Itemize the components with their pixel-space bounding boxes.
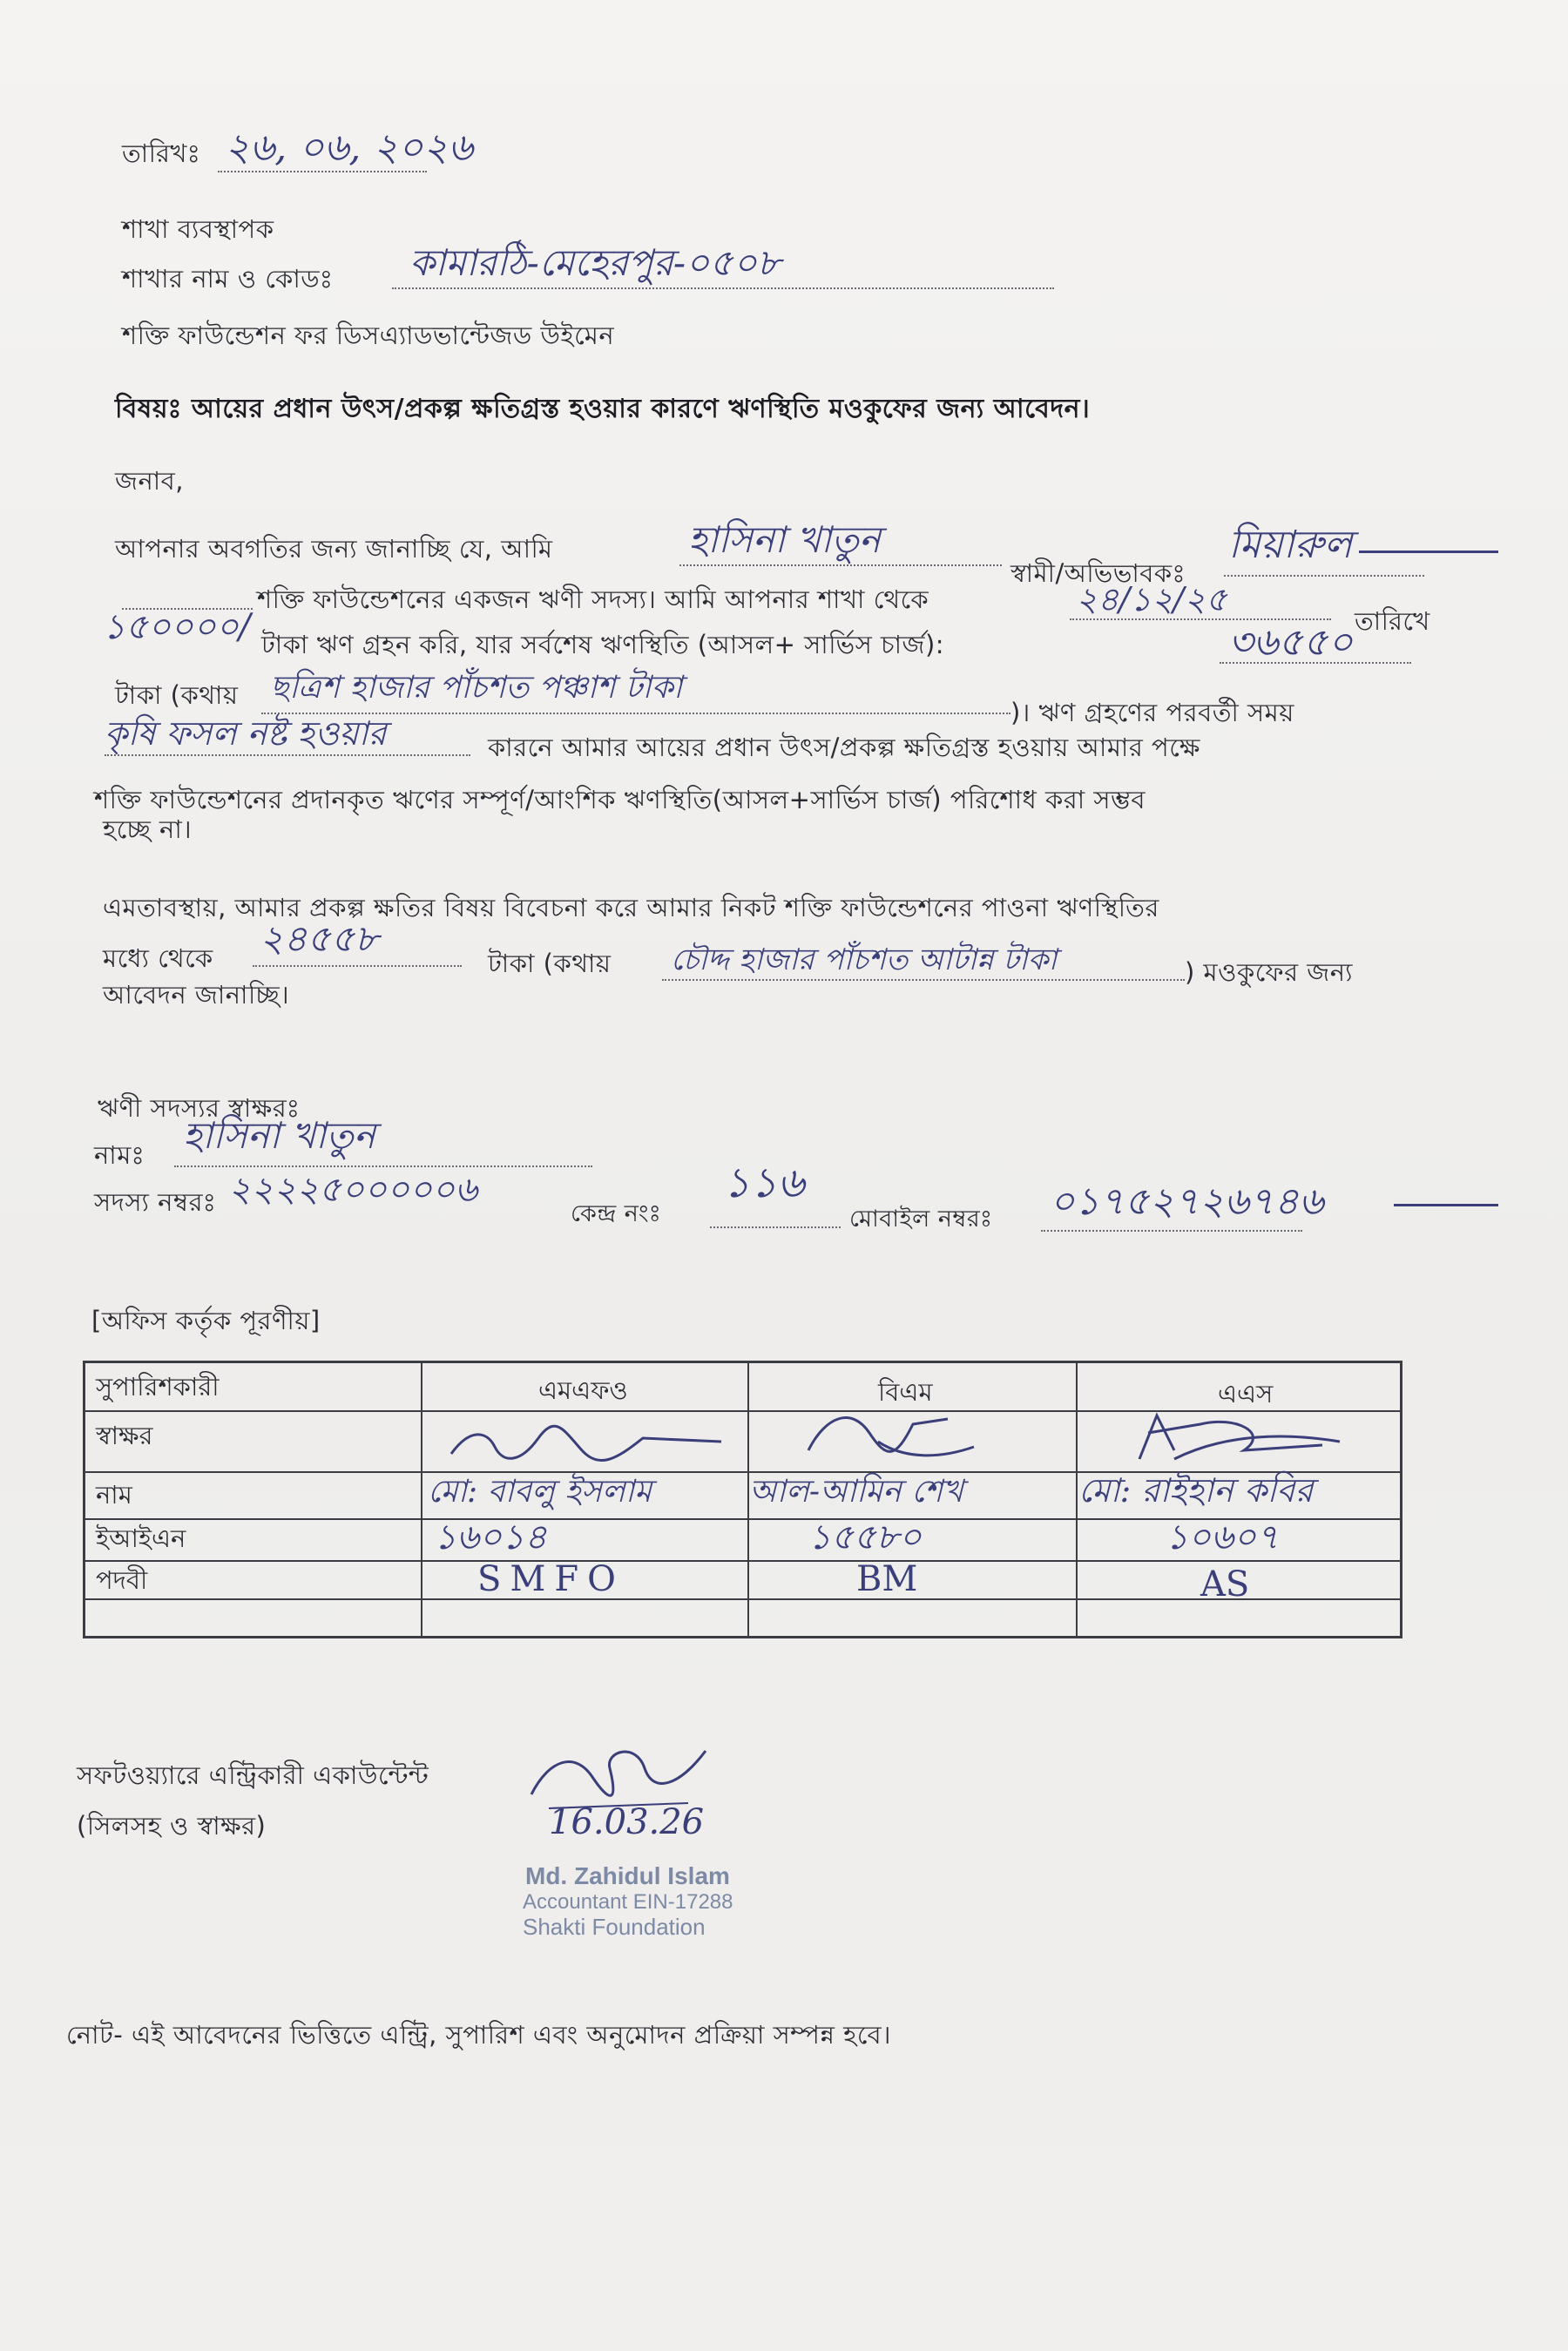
table-row-divider <box>85 1560 1400 1562</box>
subject-line: বিষয়ঃ আয়ের প্রধান উৎস/প্রকল্প ক্ষতিগ্রস্ত হওয়ার কারণে ঋণস্থিতি মওকুফের জন্য আবেদন। <box>115 394 1091 424</box>
member-no-label: সদস্য নম্বরঃ <box>94 1187 217 1217</box>
accountant-seal-label: (সিলসহ ও স্বাক্ষর) <box>77 1811 267 1841</box>
branch-label: শাখার নাম ও কোডঃ <box>122 264 334 294</box>
para1-line5-a: কারনে আমার আয়ের প্রধান উৎস/প্রকল্প ক্ষতিগ্রস্ত হওয়ায় আমার পক্ষে <box>488 733 1200 762</box>
member-sign-label: ঋণী সদস্যর স্বাক্ষরঃ <box>98 1093 301 1123</box>
date-value: ২৬, ০৬, ২০২৬ <box>225 125 473 170</box>
member-no-handwritten: ২২২২৫০০০০০৬ <box>228 1170 478 1210</box>
para2-line2-b: টাকা (কথায় <box>488 949 612 978</box>
as-ein-handwritten: ১০৬০৭ <box>1166 1517 1279 1557</box>
recommendation-table <box>83 1361 1402 1638</box>
as-name-handwritten: মো: রাইহান কবির <box>1078 1471 1314 1510</box>
waive-words-dots <box>662 979 1185 981</box>
para1-line2-b: তারিখে <box>1355 606 1430 636</box>
organization-name: শক্তি ফাউন্ডেশন ফর ডিসএ্যাডভান্টেজড উইমেন <box>122 321 615 350</box>
table-col-divider <box>421 1363 422 1636</box>
date-label: তারিখঃ <box>122 138 201 168</box>
para1-line1-b: স্বামী/অভিভাবকঃ <box>1010 558 1186 588</box>
bm-ein-handwritten: ১৫৫৮০ <box>808 1517 922 1557</box>
table-col-divider <box>1076 1363 1078 1636</box>
mobile-handwritten: ০১৭৫২৭২৬৭৪৬ <box>1050 1179 1324 1224</box>
balance-words-handwritten: ছত্রিশ হাজার পাঁচশত পঞ্চাশ টাকা <box>270 670 683 706</box>
para2-line3: আবেদন জানাচ্ছি। <box>103 980 290 1010</box>
office-use-note: [অফিস কর্তৃক পূরণীয়] <box>91 1306 321 1335</box>
waive-amount-dots <box>253 965 462 967</box>
as-designation: AS <box>1200 1564 1250 1604</box>
row-label-designation: পদবী <box>96 1565 148 1595</box>
member-name-label: নামঃ <box>94 1140 145 1170</box>
para1-line4-a: টাকা (কথায় <box>115 680 239 710</box>
date-dots <box>218 171 427 172</box>
row-label-recommender: সুপারিশকারী <box>96 1372 220 1402</box>
row-label-name: নাম <box>96 1480 132 1510</box>
member-name-signature: হাসিনা খাতুন <box>183 1114 375 1157</box>
loan-date-handwritten: ২৪/১২/২৫ <box>1076 580 1227 618</box>
mfo-ein-handwritten: ১৬০১৪ <box>434 1517 547 1557</box>
mobile-dots <box>1041 1230 1302 1232</box>
member-name-dots <box>679 564 1002 566</box>
center-dots <box>710 1226 841 1228</box>
para2-line1: এমতাবস্থায়, আমার প্রকল্প ক্ষতির বিষয় বিবেচনা করে আমার নিকট শক্তি ফাউন্ডেশনের পাওনা ঋণস্থিতির <box>103 893 1159 922</box>
bm-name-handwritten: আল-আমিন শেখ <box>749 1474 963 1510</box>
loan-amount-handwritten: ১৫০০০০/ <box>103 607 251 647</box>
stamp-org: Shakti Foundation <box>523 1914 706 1940</box>
stamp-title: Accountant EIN-17288 <box>523 1890 733 1914</box>
para2-line2-a: মধ্যে থেকে <box>103 943 213 973</box>
para1-line1-a: আপনার অবগতির জন্য জানাচ্ছি যে, আমি <box>115 534 553 564</box>
mobile-underline <box>1394 1204 1498 1206</box>
para2-line2-c: ) মওকুফের জন্য <box>1185 957 1353 987</box>
branch-dots <box>392 287 1054 289</box>
waive-words-handwritten: চৌদ্দ হাজার পাঁচশত আটান্ন টাকা <box>671 942 1058 977</box>
as-signature-scribble <box>1096 1398 1383 1476</box>
member-name-line-dots <box>174 1165 592 1167</box>
mfo-name-handwritten: মো: বাবলু ইসলাম <box>428 1474 652 1510</box>
footer-note: নোট- এই আবেদনের ভিত্তিতে এন্ট্রি, সুপারিশ এবং অনুমোদন প্রক্রিয়া সম্পন্ন হবে। <box>66 2020 892 2050</box>
accountant-label: সফটওয়্যারে এন্ট্রিকারী একাউন্টেন্ট <box>77 1760 429 1790</box>
accountant-sign-date: 16.03.26 <box>549 1802 705 1842</box>
manager-line: শাখা ব্যবস্থাপক <box>122 214 274 244</box>
salutation: জনাব, <box>115 466 185 496</box>
guardian-dots <box>1224 575 1424 577</box>
balance-handwritten: ৩৬৫৫০ <box>1228 620 1353 665</box>
para1-line7: হচ্ছে না। <box>103 814 193 844</box>
col-header-bm: বিএম <box>878 1377 933 1407</box>
reason-handwritten: কৃষি ফসল নষ্ট হওয়ার <box>105 714 387 753</box>
para1-line2-a: শক্তি ফাউন্ডেশনের একজন ঋণী সদস্য। আমি আপনার শাখা থেকে <box>257 584 929 614</box>
bm-designation: BM <box>856 1559 918 1599</box>
center-label: কেন্দ্র নংঃ <box>571 1200 662 1227</box>
guardian-underline <box>1359 551 1498 553</box>
guardian-name-handwritten: মিয়ারুল <box>1228 523 1353 567</box>
center-no-handwritten: ১১৬ <box>723 1159 805 1207</box>
member-name-handwritten: হাসিনা খাতুন <box>688 518 881 561</box>
para1-line4-b: )। ঋণ গ্রহণের পরবর্তী সময় <box>1010 698 1294 727</box>
col-header-as: এএস <box>1218 1379 1274 1409</box>
mobile-label: মোবাইল নম্বরঃ <box>849 1206 993 1233</box>
reason-dots <box>105 754 470 756</box>
mfo-designation: SMFO <box>477 1559 625 1599</box>
branch-value: কামারঠি-মেহেরপুর-০৫০৮ <box>409 241 781 284</box>
stamp-name: Md. Zahidul Islam <box>525 1862 730 1889</box>
para1-line3-a: টাকা ঋণ গ্রহন করি, যার সর্বশেষ ঋণস্থিতি (আসল+ সার্ভিস চার্জ): <box>261 630 945 659</box>
waive-amount-handwritten: ২৪৫৫৮ <box>260 917 379 960</box>
bm-signature-scribble <box>774 1398 1035 1473</box>
mfo-signature-scribble <box>434 1412 730 1469</box>
row-label-signature: স্বাক্ষর <box>96 1421 153 1450</box>
row-label-ein: ইআইএন <box>96 1523 186 1553</box>
col-header-mfo: এমএফও <box>538 1375 628 1405</box>
para1-line6: শক্তি ফাউন্ডেশনের প্রদানকৃত ঋণের সম্পূর্ণ/আংশিক ঋণস্থিতি(আসল+সার্ভিস চার্জ) পরিশোধ করা সম্ভব <box>94 785 1146 814</box>
